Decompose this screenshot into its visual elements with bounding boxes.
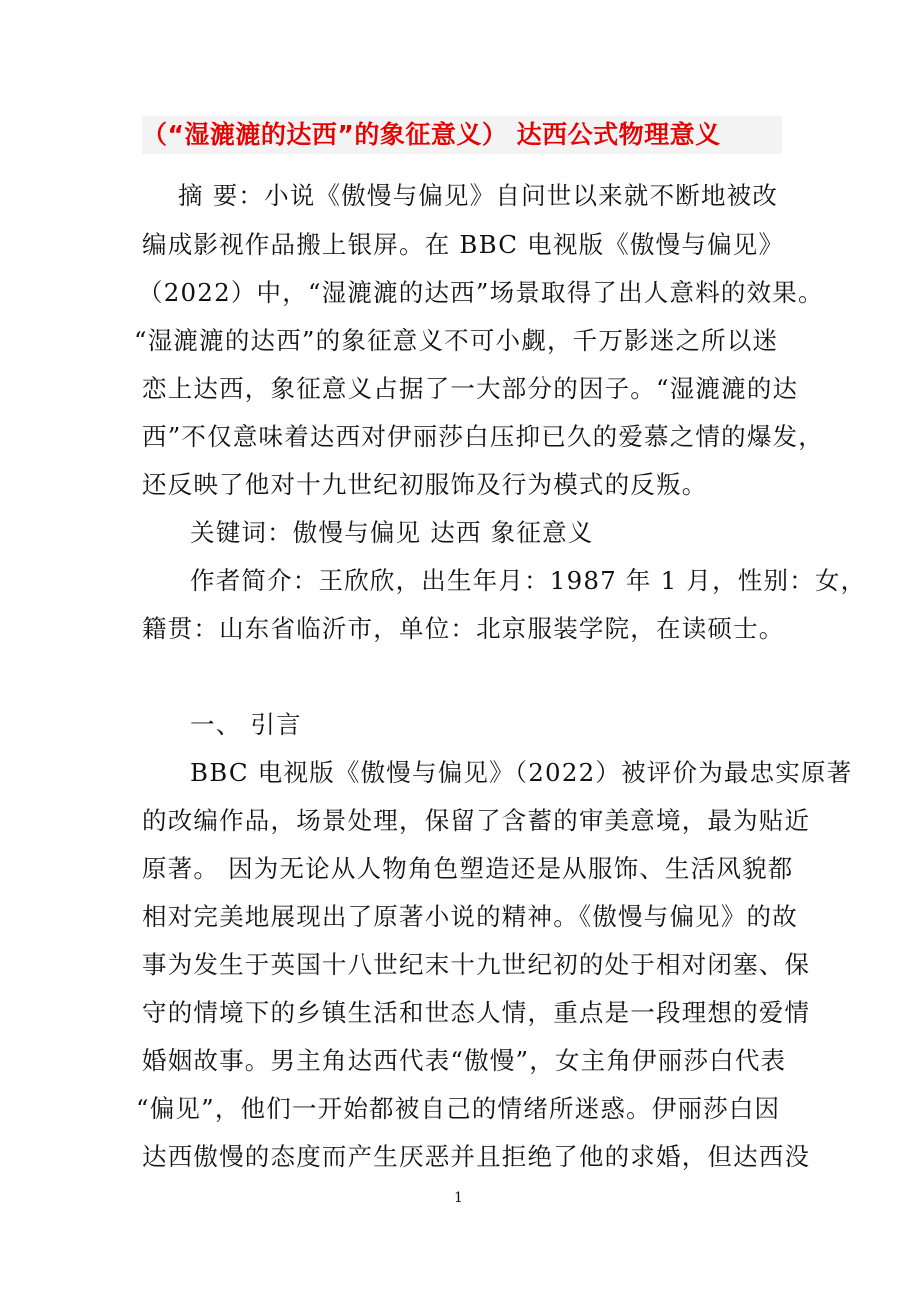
abstract-line: 恋上达西，象征意义占据了一大部分的因子。“湿漉漉的达 (142, 374, 799, 403)
body-line: 达西傲慢的态度而产生厌恶并且拒绝了他的求婚，但达西没 (142, 1142, 811, 1171)
abstract-line: “湿漉漉的达西”的象征意义不可小觑，千万影迷之所以迷 (134, 326, 779, 355)
keywords-line: 关键词：傲慢与偏见 达西 象征意义 (190, 518, 594, 547)
page-number: 1 (454, 1190, 463, 1206)
abstract-line: 还反映了他对十九世纪初服饰及行为模式的反叛。 (142, 470, 708, 499)
body-line: 原著。 因为无论从人物角色塑造还是从服饰、生活风貌都 (142, 854, 794, 883)
body-line: 的改编作品，场景处理，保留了含蓄的审美意境，最为贴近 (142, 806, 811, 835)
body-line: “偏见”，他们一开始都被自己的情绪所迷惑。伊丽莎白因 (136, 1094, 781, 1123)
author-info-line: 作者简介：王欣欣，出生年月：1987 年 1 月，性别：女， (190, 566, 867, 595)
body-line: 事为发生于英国十八世纪末十九世纪初的处于相对闭塞、保 (142, 950, 811, 979)
abstract-line: 西”不仅意味着达西对伊丽莎白压抑已久的爱慕之情的爆发， (142, 422, 824, 451)
document-title: （“湿漉漉的达西”的象征意义） 达西公式物理意义 (142, 116, 782, 154)
abstract-line: 摘 要：小说《傲慢与偏见》自问世以来就不断地被改 (178, 181, 779, 210)
body-line: 婚姻故事。男主角达西代表“傲慢”，女主角伊丽莎白代表 (142, 1046, 787, 1075)
body-line: 守的情境下的乡镇生活和世态人情，重点是一段理想的爱情 (142, 998, 811, 1027)
body-line: 相对完美地展现出了原著小说的精神。《傲慢与偏见》的故 (142, 902, 798, 931)
author-info-line: 籍贯：山东省临沂市，单位：北京服装学院，在读硕士。 (142, 614, 785, 643)
body-line: BBC 电视版《傲慢与偏见》（2022）被评价为最忠实原著 (190, 758, 853, 787)
abstract-line: 编成影视作品搬上银屏。在 BBC 电视版《傲慢与偏见》 (142, 230, 785, 259)
abstract-line: （2022）中，“湿漉漉的达西”场景取得了出人意料的效果。 (138, 278, 824, 307)
section-heading: 一、 引言 (190, 710, 302, 739)
